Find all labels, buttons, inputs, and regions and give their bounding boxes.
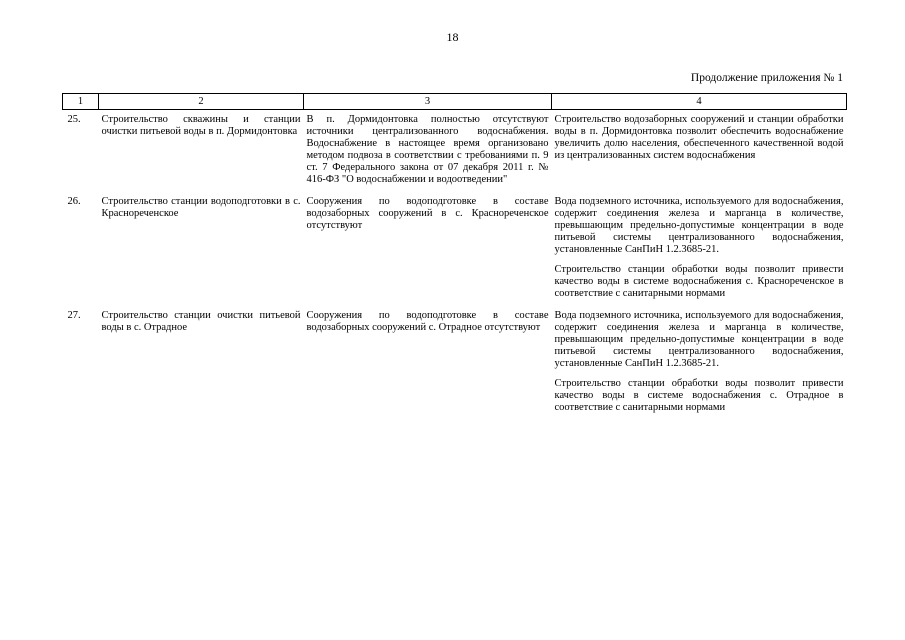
row-number: 27. [67,310,81,321]
measure-effect [552,192,847,306]
measure-effect [552,110,847,193]
row-number: 26. [67,196,81,207]
measures-table [62,93,847,420]
measure-reason: Сооружения по водоподготовке в составе водозаборных сооружений в с. Краснореченское отсутствуют [306,196,549,231]
effect-paragraph: Строительство станции обработки воды позволит привести качество воды в системе водоснабжения с. Краснореченское в соответствие с санитарными нормами [554,264,844,299]
table-row [63,306,847,420]
measure-effect [552,306,847,420]
measure-name: Строительство скважины и станции очистки питьевой воды в п. Дормидонтовка [101,114,301,137]
measure-name: Строительство станции очистки питьевой воды в с. Отрадное [101,310,301,333]
effect-paragraph: Вода подземного источника, используемого для водоснабжения, содержит соединения железа и марганца в количестве, превышающим предельно-допустимые концентрации в воде питьевой системы централизованного водоснабжения, установленные СанПиН 1.2.3685-21. [554,310,844,369]
effect-paragraph: Вода подземного источника, используемого для водоснабжения, содержит соединения железа и марганца в количестве, превышающим предельно-допустимые концентрации в воде питьевой системы централизованного водоснабжения, установленные СанПиН 1.2.3685-21. [554,196,844,255]
measure-name: Строительство станции водоподготовки в с. Краснореченское [101,196,301,219]
effect-paragraph: Строительство станции обработки воды позволит привести качество воды в системе водоснабжения с. Отрадное в соответствие с санитарными нормами [554,378,844,413]
column-header: 1 [63,94,99,110]
column-header: 3 [304,94,552,110]
effect-paragraph: Строительство водозаборных сооружений и станции обработки воды в п. Дормидонтовка позволит обеспечить водоснабжение увеличить долю населения, обеспеченного качественной водой из централизованных систем водоснабжения [554,114,844,161]
table-row [63,110,847,193]
table-row [63,192,847,306]
column-header: 2 [99,94,304,110]
column-header: 4 [552,94,847,110]
table-header-row [63,94,847,110]
appendix-continuation-label: Продолжение приложения № 1 [690,72,843,84]
measure-reason: В п. Дормидонтовка полностью отсутствуют источники централизованного водоснабжения. Водоснабжение в настоящее время организовано методом подвоза в соответствии с требованиями п. 9 ст. 7 Федерального закона от 07 декабря 2011 г. № 416-ФЗ "О водоснабжении и водоотведении" [306,114,549,185]
row-number: 25. [67,114,81,125]
measure-reason: Сооружения по водоподготовке в составе водозаборных сооружений с. Отрадное отсутствуют [306,310,549,333]
page-number: 18 [446,30,459,44]
